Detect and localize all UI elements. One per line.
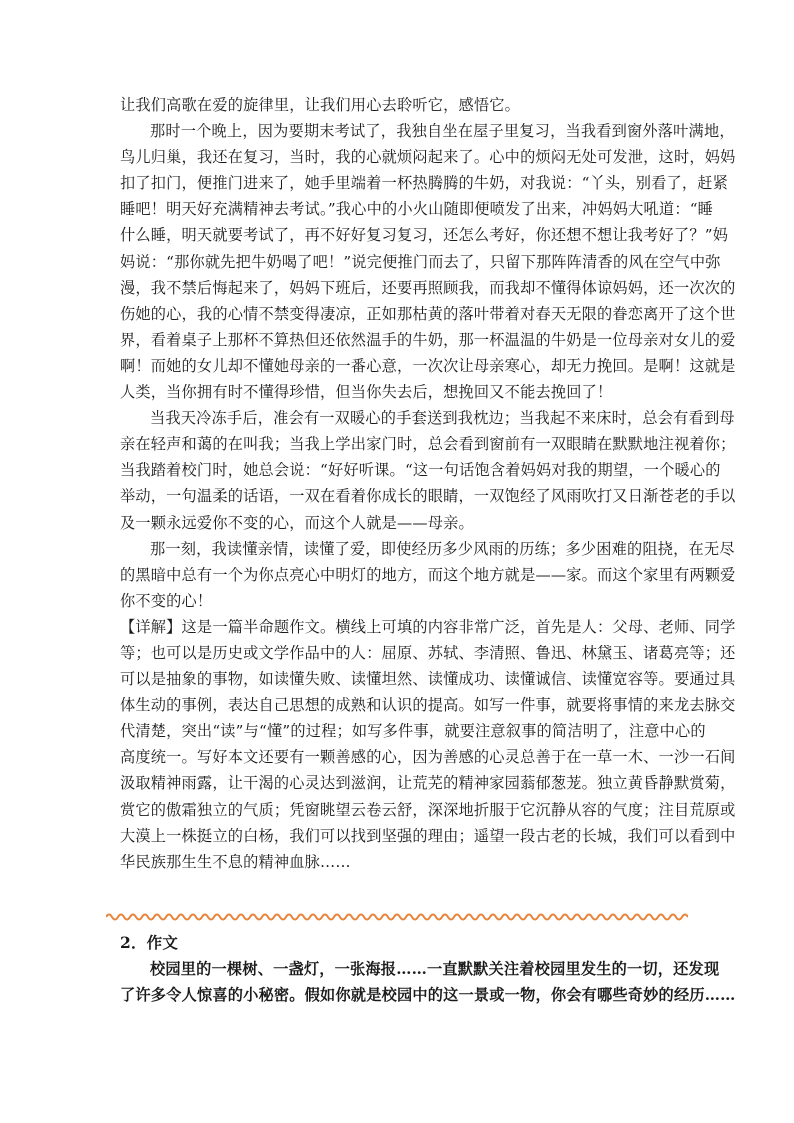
- essay-line: 妈说：“那你就先把牛奶喝了吧！”说完便推门而去了，只留下那阵阵清香的风在空气中弥: [120, 252, 721, 271]
- essay-line: 亲在轻声和蔼的在叫我；当我上学出家门时，总会看到窗前有一双眼睛在默默地注视着你；: [120, 435, 736, 454]
- question-line: 了许多令人惊喜的小秘密。假如你就是校园中的这一景或一物，你会有哪些奇妙的经历……: [120, 986, 736, 1005]
- essay-line: 当我踏着校门时，她总会说：“好好听课。“这一句话饱含着妈妈对我的期望，一个暖心的: [120, 461, 721, 480]
- question-line: 校园里的一棵树、一盏灯，一张海报……一直默默关注着校园里发生的一切，还发现: [150, 960, 720, 979]
- analysis-line: 代清楚，突出“读”与“懂”的过程；如写多件事，就要注意叙事的简洁明了，注意中心的: [120, 722, 706, 741]
- essay-line: 你不变的心！: [120, 591, 213, 610]
- essay-line: 鸟儿归巢，我还在复习，当时，我的心就烦闷起来了。心中的烦闷无处可发泄，这时，妈妈: [120, 148, 736, 167]
- document-page: [120, 92, 736, 875]
- essay-line: 啊！而她的女儿却不懂她母亲的一番心意，一次次让母亲寒心，却无力挽回。是啊！这就是: [120, 356, 736, 375]
- essay-body: [120, 92, 736, 614]
- analysis-line: 体生动的事例，表达自己思想的成熟和认识的提高。如写一件事，就要将事情的来龙去脉交: [120, 696, 736, 715]
- essay-line: 举动，一句温柔的话语，一双在看着你成长的眼睛，一双饱经了风雨吹打又日渐苍老的手以: [120, 487, 736, 506]
- essay-line: 什么睡，明天就要考试了，再不好好复习复习，还怎么考好，你还想不想让我考好了？”妈: [120, 226, 729, 245]
- analysis-section: [120, 614, 736, 875]
- wavy-divider-line: [106, 915, 688, 920]
- question-title: 2．作文: [120, 933, 179, 952]
- essay-line: 及一颗永远爱你不变的心，而这个人就是——母亲。: [120, 513, 474, 532]
- essay-line: 漫，我不禁后悔起来了，妈妈下班后，还要再照顾我，而我却不懂得体谅妈妈，还一次次的: [120, 278, 736, 297]
- wavy-divider: [106, 912, 688, 922]
- essay-line: 界，看着桌子上那杯不算热但还依然温手的牛奶，那一杯温温的牛奶是一位母亲对女儿的爱: [120, 330, 736, 349]
- analysis-line: 赏它的傲霜独立的气质；凭窗眺望云卷云舒，深深地折服于它沉静从容的气度；注目荒原或: [120, 800, 736, 819]
- essay-line: 睡吧！明天好充满精神去考试。”我心中的小火山随即便喷发了出来，冲妈妈大吼道：“睡: [120, 200, 714, 219]
- analysis-line: 大漠上一株挺立的白杨，我们可以找到坚强的理由；遥望一段古老的长城，我们可以看到中: [120, 826, 736, 845]
- essay-line: 的黑暗中总有一个为你点亮心中明灯的地方，而这个地方就是——家。而这个家里有两颗爱: [120, 565, 736, 584]
- essay-line: 那一刻，我读懂亲情，读懂了爱，即使经历多少风雨的历练；多少困难的阻挠，在无尽: [150, 539, 735, 558]
- question-section: [120, 930, 736, 1008]
- analysis-line: 汲取精神雨露，让干渴的心灵达到滋润，让荒芜的精神家园蓊郁葱茏。独立黄昏静默赏菊，: [120, 774, 736, 793]
- essay-line: 扣了扣门，便推门进来了，她手里端着一杯热腾腾的牛奶，对我说：“丫头，别看了，赶紧: [120, 174, 729, 193]
- analysis-line: 可以是抽象的事物，如读懂失败、读懂坦然、读懂成功、读懂诚信、读懂宽容等。要通过具: [120, 670, 736, 689]
- analysis-line: 高度统一。写好本文还要有一颗善感的心，因为善感的心灵总善于在一草一木、一沙一石间: [120, 748, 736, 767]
- analysis-line: 等；也可以是历史或文学作品中的人：屈原、苏轼、李清照、鲁迅、林黛玉、诸葛亮等；还: [120, 643, 736, 662]
- essay-line: 当我天冷冻手后，准会有一双暖心的手套送到我枕边；当我起不来床时，总会有看到母: [150, 409, 735, 428]
- analysis-line: 【详解】这是一篇半命题作文。横线上可填的内容非常广泛，首先是人：父母、老师、同学: [120, 617, 736, 636]
- essay-line: 那时一个晚上，因为要期末考试了，我独自坐在屋子里复习，当我看到窗外落叶满地，: [150, 122, 735, 141]
- analysis-line: 华民族那生生不息的精神血脉……: [120, 852, 351, 871]
- essay-line: 伤她的心，我的心情不禁变得凄凉，正如那枯黄的落叶带着对春天无限的眷恋离开了这个世: [120, 304, 736, 323]
- essay-line: 让我们高歌在爱的旋律里，让我们用心去聆听它，感悟它。: [120, 96, 521, 114]
- essay-line: 人类，当你拥有时不懂得珍惜，但当你失去后，想挽回又不能去挽回了！: [120, 383, 613, 402]
